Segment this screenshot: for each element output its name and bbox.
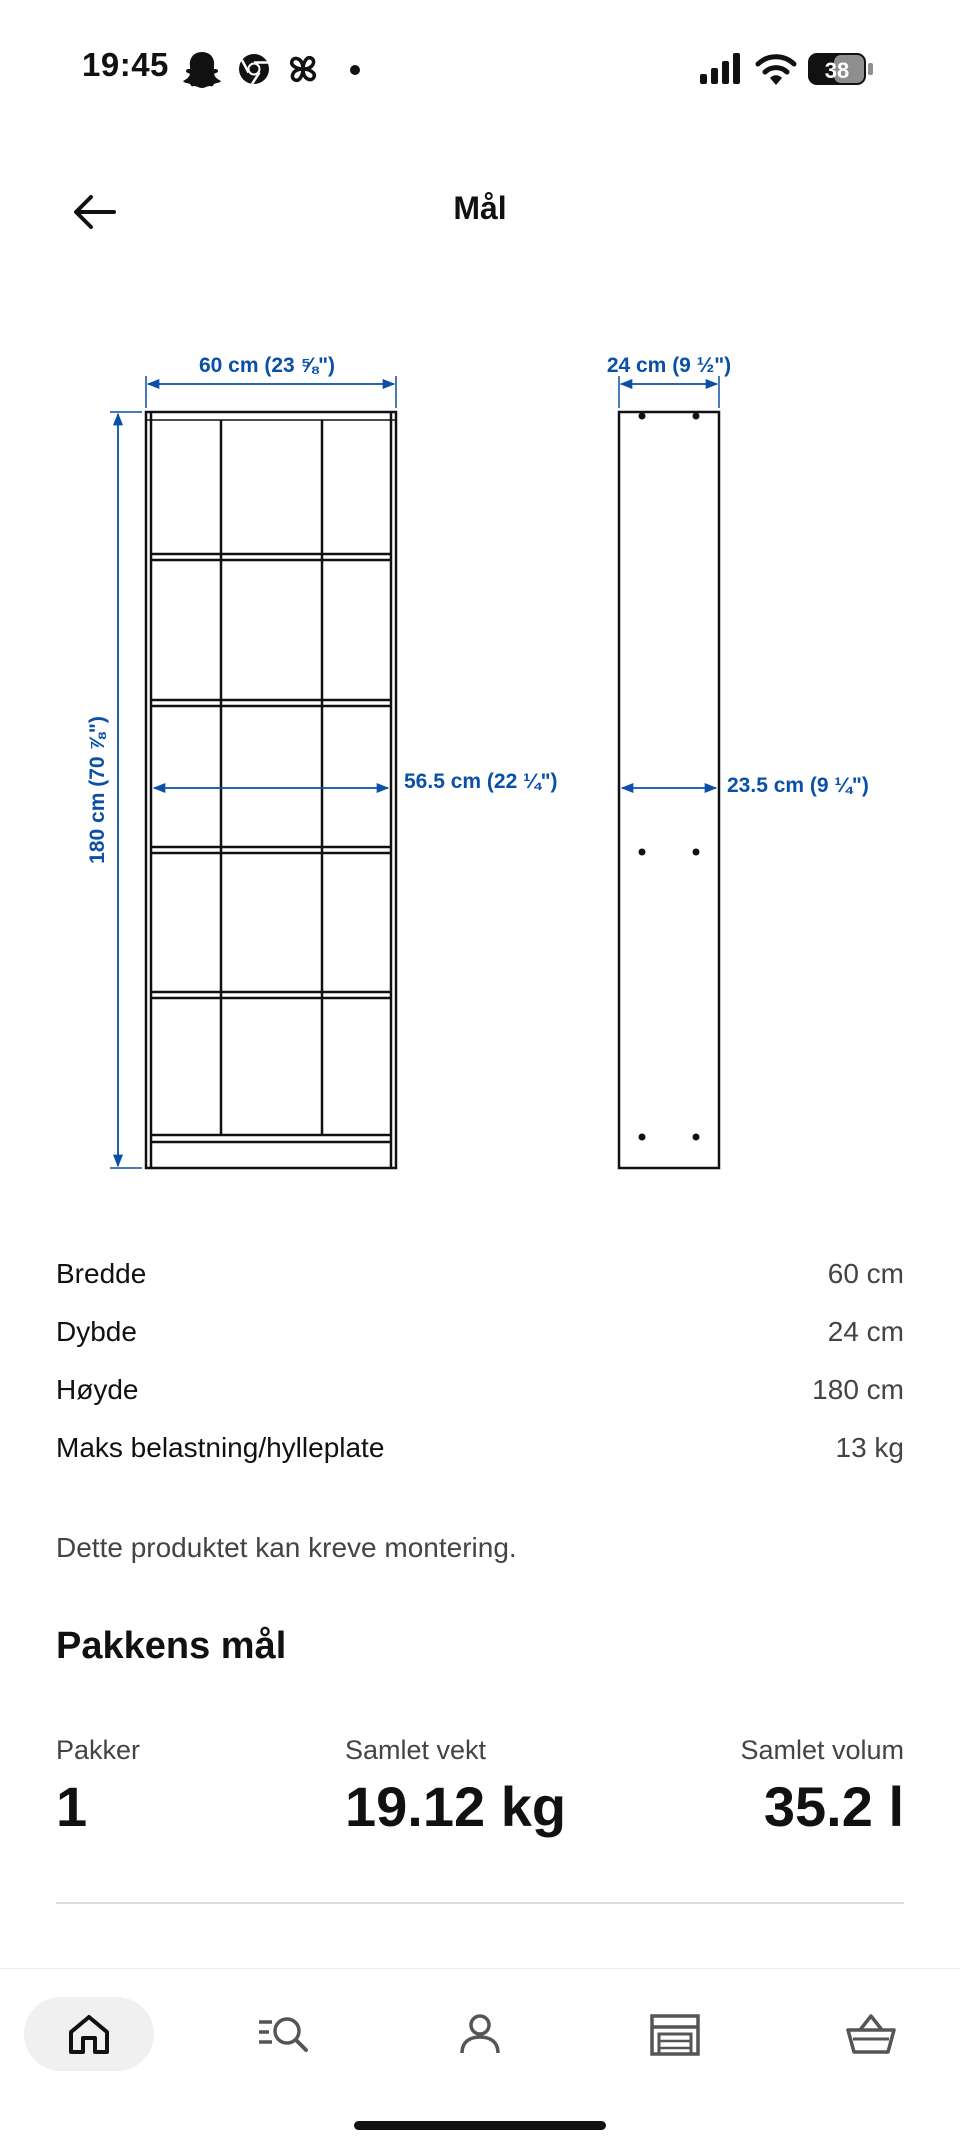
spec-row-height [56, 1361, 904, 1419]
pinwheel-icon [292, 58, 315, 81]
divider [56, 1902, 904, 1904]
spec-table [56, 1245, 904, 1477]
inner-width-label: 56.5 cm (22 ¼") [404, 770, 558, 793]
status-time: 19:45 [82, 46, 169, 83]
snapchat-icon [183, 52, 221, 88]
package-weight-label: Samlet vekt [345, 1735, 487, 1765]
home-icon [65, 2010, 113, 2058]
search-list-icon [256, 2010, 312, 2058]
front-view [146, 412, 396, 1168]
nav-cart[interactable] [806, 1997, 936, 2071]
package-weight [345, 1735, 566, 1839]
status-right-icons [698, 50, 878, 90]
front-width-dimension [146, 354, 396, 408]
spec-value: 24 cm [827, 1316, 904, 1347]
cart-icon [845, 2010, 897, 2058]
dot-icon [350, 65, 360, 75]
nav-store[interactable] [610, 1997, 740, 2071]
front-height-dimension [86, 412, 142, 1168]
spec-row-max-load [56, 1419, 904, 1477]
spec-label: Maks belastning/hylleplate [56, 1432, 385, 1463]
package-heading: Pakkens mål [56, 1625, 287, 1667]
store-icon [649, 2010, 701, 2058]
battery-level: 38 [824, 58, 850, 83]
front-width-label: 60 cm (23 ⅝") [198, 354, 336, 377]
battery-icon [808, 53, 873, 85]
package-weight-value: 19.12 kg [345, 1775, 567, 1838]
cellular-signal-icon [700, 53, 740, 84]
front-height-label: 180 cm (70 ⅞") [86, 716, 109, 864]
side-depth-dimension [607, 354, 731, 408]
chrome-icon [239, 54, 269, 84]
inner-depth-dimension [622, 774, 869, 797]
package-count-value: 1 [56, 1775, 88, 1838]
spec-value: 60 cm [827, 1258, 904, 1289]
package-volume-label: Samlet volum [740, 1735, 904, 1765]
spec-row-depth [56, 1303, 904, 1361]
side-view [619, 412, 719, 1168]
assembly-note: Dette produktet kan kreve montering. [56, 1532, 517, 1563]
nav-profile[interactable] [415, 1997, 545, 2071]
nav-home[interactable] [24, 1997, 154, 2071]
wifi-icon [758, 57, 794, 85]
package-volume-value: 35.2 l [763, 1775, 904, 1838]
spec-label: Bredde [56, 1258, 147, 1289]
page-title: Mål [453, 190, 507, 226]
package-volume [740, 1735, 904, 1839]
package-summary [56, 1735, 904, 1845]
status-left-icons [180, 48, 370, 90]
status-bar [0, 0, 960, 135]
home-indicator [354, 2121, 606, 2130]
spec-value: 13 kg [835, 1432, 904, 1463]
profile-icon [456, 2010, 504, 2058]
side-depth-label: 24 cm (9 ½") [606, 354, 732, 377]
package-count [56, 1735, 140, 1839]
spec-value: 180 cm [812, 1374, 904, 1405]
package-count-label: Pakker [56, 1735, 141, 1765]
header [0, 160, 960, 260]
spec-label: Høyde [56, 1374, 139, 1405]
inner-depth-label: 23.5 cm (9 ¼") [727, 774, 869, 797]
nav-search[interactable] [219, 1997, 349, 2071]
spec-label: Dybde [56, 1316, 137, 1347]
inner-width-dimension [154, 770, 558, 793]
dimension-diagram [0, 340, 960, 1180]
spec-row-width [56, 1245, 904, 1303]
